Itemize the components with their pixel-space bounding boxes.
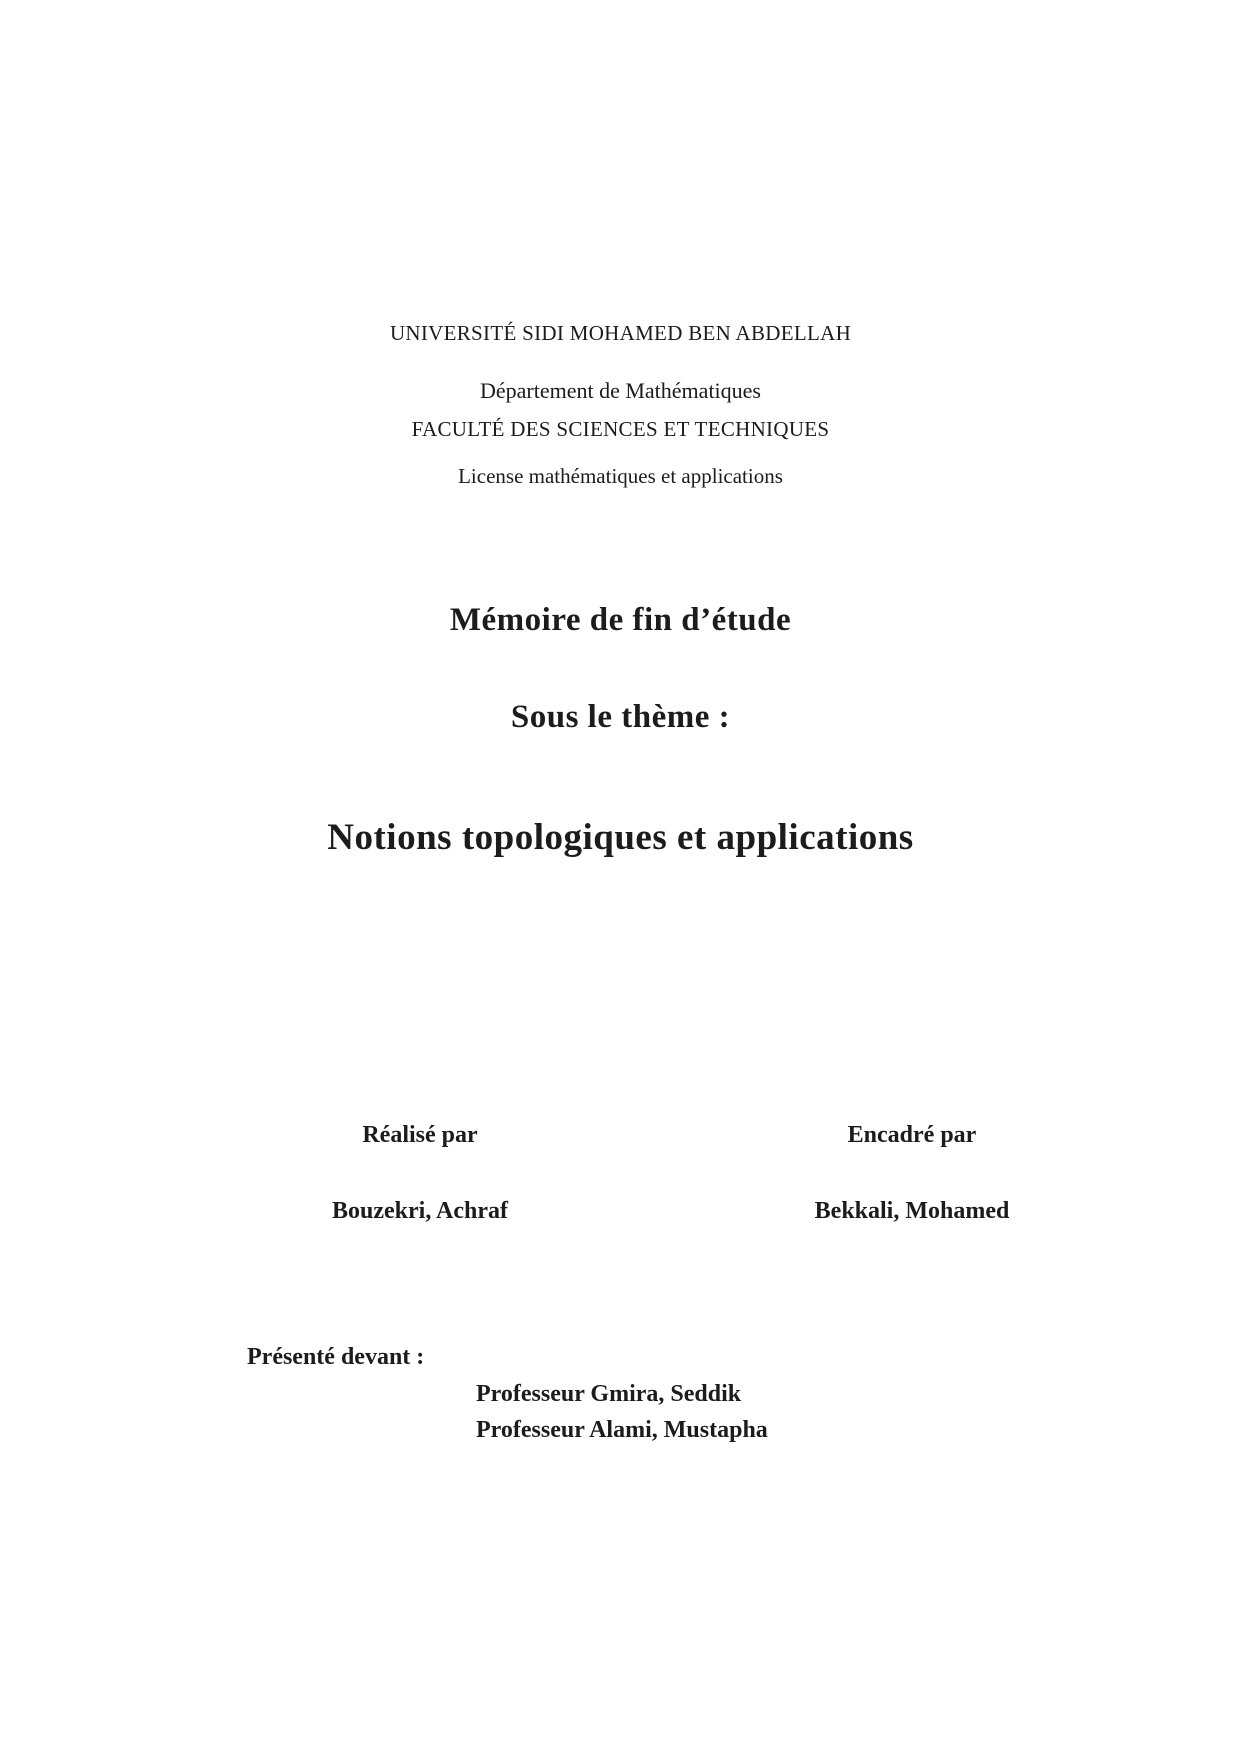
supervisor-column bbox=[732, 1120, 1092, 1226]
jury-members-list bbox=[476, 1376, 768, 1448]
faculty-name: FACULTÉ DES SCIENCES ET TECHNIQUES bbox=[411, 417, 830, 441]
theme-label: Sous le thème : bbox=[510, 699, 731, 735]
thesis-title: Notions topologiques et applications bbox=[327, 817, 914, 858]
department-line: Département de Mathématiques bbox=[479, 378, 761, 403]
program-line: License mathématiques et applications bbox=[458, 464, 783, 488]
memoir-title: Mémoire de fin d’étude bbox=[449, 602, 792, 638]
jury-member: Professeur Gmira, Seddik bbox=[476, 1381, 742, 1407]
credits-section bbox=[0, 1120, 1241, 1240]
supervisor-label: Encadré par bbox=[847, 1122, 977, 1148]
jury-label: Présenté devant : bbox=[247, 1344, 425, 1370]
university-name: UNIVERSITÉ SIDI MOHAMED BEN ABDELLAH bbox=[389, 321, 852, 345]
jury-member: Professeur Alami, Mustapha bbox=[476, 1417, 768, 1443]
author-column bbox=[240, 1120, 600, 1226]
supervisor-name: Bekkali, Mohamed bbox=[814, 1198, 1010, 1224]
author-label: Réalisé par bbox=[362, 1122, 478, 1148]
author-name: Bouzekri, Achraf bbox=[332, 1198, 508, 1224]
